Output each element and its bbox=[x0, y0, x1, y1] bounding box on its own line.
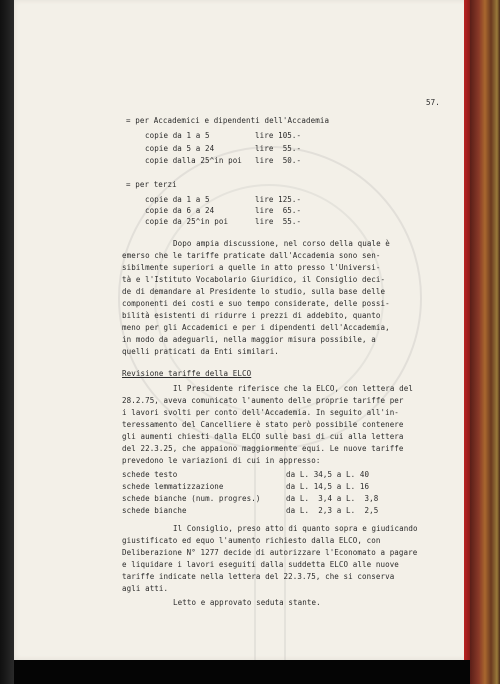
section2-heading: = per terzi bbox=[126, 180, 177, 189]
section2-row-price: lire 65.- bbox=[255, 206, 302, 215]
section1-row-label: copie dalla 25^in poi bbox=[145, 156, 242, 165]
tariff-change: da L. 3,4 a L. 3,8 bbox=[286, 494, 379, 503]
paragraph1-line: bilità esistenti di ridurre i prezzi di addebito, quanto bbox=[122, 311, 381, 320]
section1-heading: = per Accademici e dipendenti dell'Accademia bbox=[126, 116, 330, 125]
section1-row-label: copie da 1 a 5 bbox=[145, 131, 210, 140]
paragraph3-line: giustificato ed equo l'aumento richiesto dalla ELCO, con bbox=[122, 536, 381, 545]
paragraph1-line: tà e l'Istituto Vocabolario Giuridico, il Consiglio deci- bbox=[122, 275, 386, 284]
section1-row-label: copie da 5 a 24 bbox=[145, 144, 215, 153]
tariff-label: schede bianche bbox=[122, 506, 187, 515]
paragraph2-line: gli aumenti chiesti dalla ELCO sulle basi di cui alla lettera bbox=[122, 432, 404, 441]
paragraph2-line: 28.2.75, aveva comunicato l'aumento delle proprie tariffe per bbox=[122, 396, 404, 405]
paragraph2-line: prevedono le variazioni di cui in appresso: bbox=[122, 456, 321, 465]
section-subheading: Revisione tariffe della ELCO bbox=[122, 369, 252, 378]
section2-row-label: copie da 6 a 24 bbox=[145, 206, 215, 215]
tariff-change: da L. 2,3 a L. 2,5 bbox=[286, 506, 379, 515]
paragraph1-line: quelli praticati da Enti similari. bbox=[122, 347, 279, 356]
paragraph1-line: de di demandare al Presidente lo studio, sulla base delle bbox=[122, 287, 386, 296]
tariff-label: schede lemmatizzazione bbox=[122, 482, 224, 491]
paragraph1-line: emerso che le tariffe praticate dall'Accademia sono sen- bbox=[122, 251, 381, 260]
section2-row-price: lire 55.- bbox=[255, 217, 302, 226]
section2-row-label: copie da 1 a 5 bbox=[145, 195, 210, 204]
section1-row-price: lire 50.- bbox=[255, 156, 302, 165]
paragraph1-line: Dopo ampia discussione, nel corso della quale è bbox=[173, 239, 390, 248]
section1-row-price: lire 105.- bbox=[255, 131, 302, 140]
page-number: 57. bbox=[426, 98, 440, 107]
paragraph2-line: teressamento del Cancelliere è stato però possibile contenere bbox=[122, 420, 404, 429]
paragraph1-line: meno per gli Accademici e per i dipendenti dell'Accademia, bbox=[122, 323, 390, 332]
paragraph3-line: tariffe indicate nella lettera del 22.3.75, che si conserva bbox=[122, 572, 395, 581]
section1-row-price: lire 55.- bbox=[255, 144, 302, 153]
paragraph3-line: e liquidare i lavori eseguiti dalla suddetta ELCO alle nuove bbox=[122, 560, 399, 569]
tariff-change: da L. 34,5 a L. 40 bbox=[286, 470, 370, 479]
paragraph1-line: sibilmente superiori a quelle in atto presso l'Universi- bbox=[122, 263, 381, 272]
paragraph2-line: del 22.3.25, che appaiono maggiormente equi. Le nuove tariffe bbox=[122, 444, 404, 453]
paragraph3-line: Deliberazione N° 1277 decide di autorizzare l'Economato a pagare bbox=[122, 548, 418, 557]
section2-row-price: lire 125.- bbox=[255, 195, 302, 204]
tariff-change: da L. 14,5 a L. 16 bbox=[286, 482, 370, 491]
paragraph3-line: Il Consiglio, preso atto di quanto sopra e giudicando bbox=[173, 524, 418, 533]
paragraph1-line: in modo da adeguarli, nella maggior misura possibile, a bbox=[122, 335, 376, 344]
paragraph1-line: componenti dei costi e suo tempo considerate, delle possi- bbox=[122, 299, 390, 308]
marbled-cover bbox=[470, 0, 500, 684]
paragraph3-line: agli atti. bbox=[122, 584, 169, 593]
tariff-label: schede bianche (num. progres.) bbox=[122, 494, 261, 503]
document-page bbox=[14, 0, 470, 660]
paragraph2-line: i lavori svolti per conto dell'Accademia. In seguito all'in- bbox=[122, 408, 399, 417]
section2-row-label: copie da 25^in poi bbox=[145, 217, 229, 226]
binding-spine bbox=[0, 0, 14, 684]
paragraph2-line: Il Presidente riferisce che la ELCO, con lettera del bbox=[173, 384, 413, 393]
bottom-shadow bbox=[14, 660, 470, 684]
closing-line: Letto e approvato seduta stante. bbox=[173, 598, 321, 607]
tariff-label: schede testo bbox=[122, 470, 178, 479]
